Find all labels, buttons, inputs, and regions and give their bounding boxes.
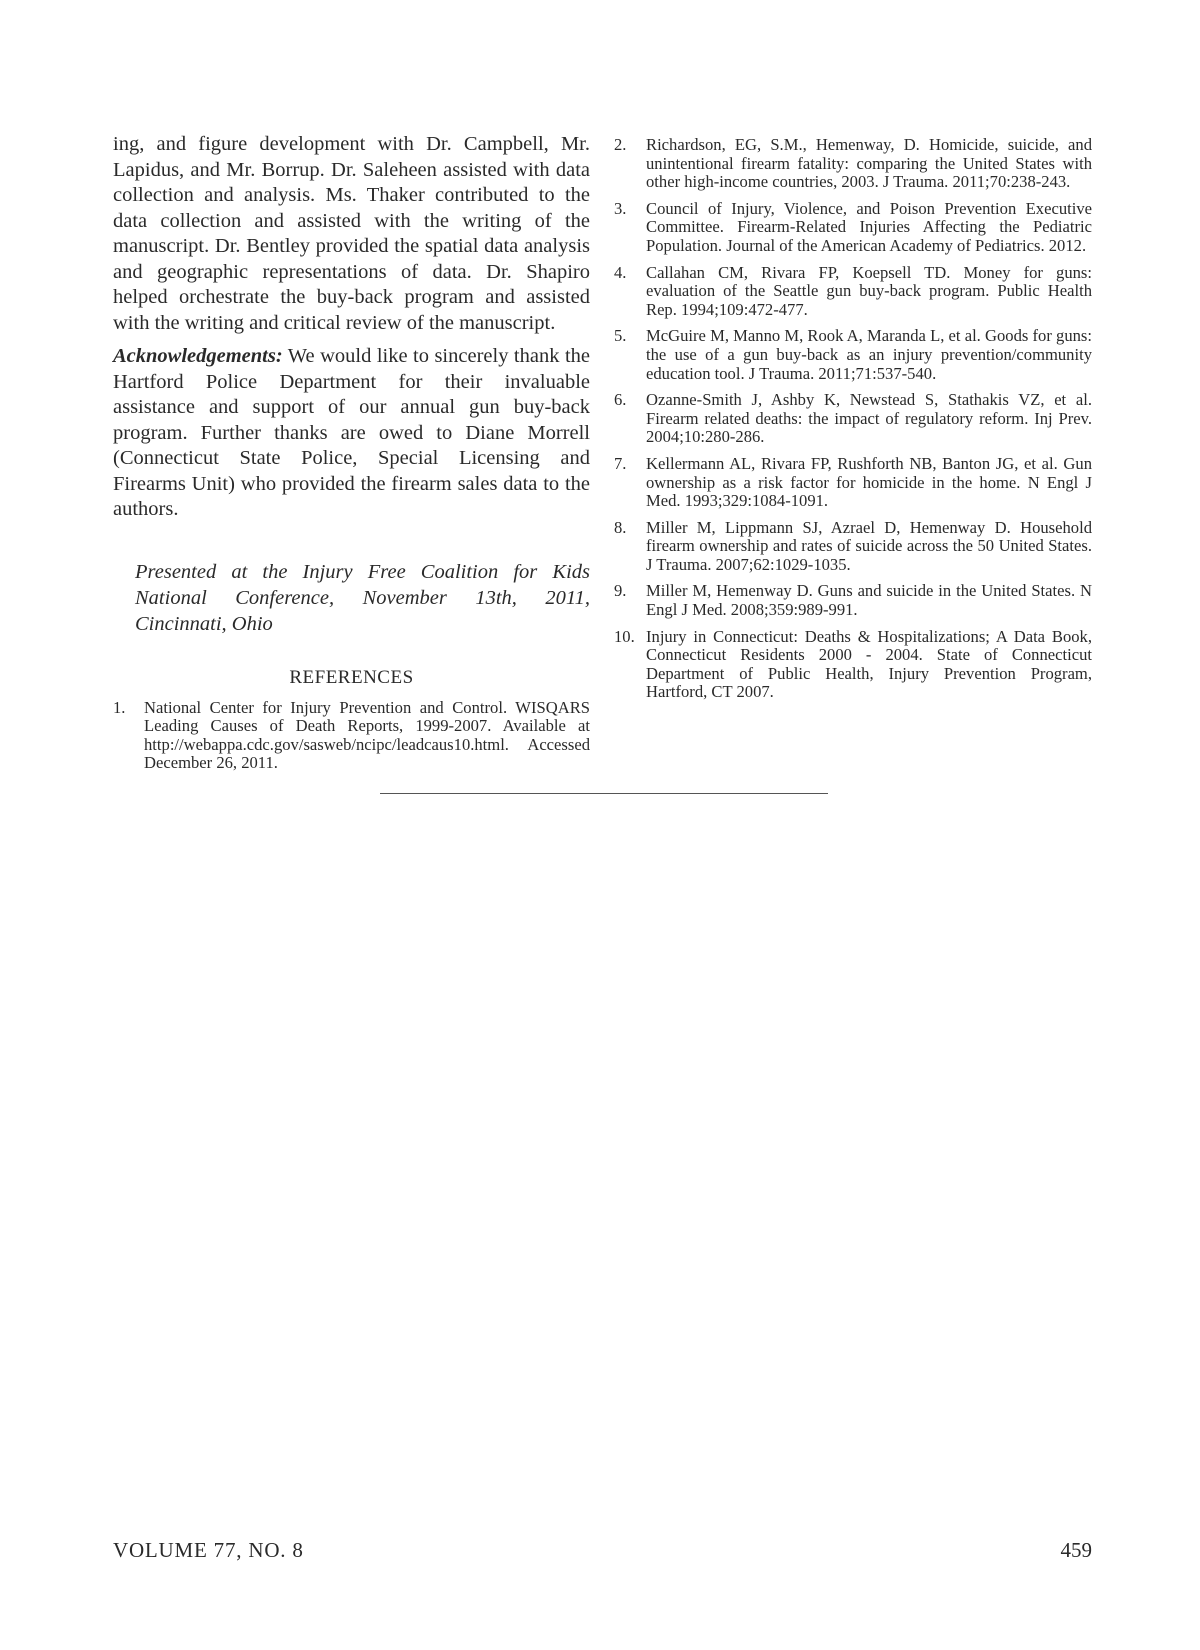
reference-item xyxy=(614,136,1092,192)
reference-number: 2. xyxy=(614,135,627,154)
reference-text: Miller M, Hemenway D. Guns and suicide in the United States. N Engl J Med. 2008;359:989-991. xyxy=(646,581,1092,620)
reference-item xyxy=(614,264,1092,320)
contributions-paragraph: ing, and figure development with Dr. Campbell, Mr. Lapidus, and Mr. Borrup. Dr. Saleheen assisted with data collection and analysis. Ms. Thaker contributed to the data collection and assisted with the writing of the manuscript. Dr. Bentley provided the spatial data analysis and geographic representations of data. Dr. Shapiro helped orchestrate the buy-back program and assisted with the writing and critical review of the manuscript. xyxy=(113,133,590,334)
reference-text: Council of Injury, Violence, and Poison Prevention Executive Committee. Firearm-Related Injuries Affecting the Pediatric Population. Journal of the American Academy of Pediatrics. 2012. xyxy=(646,198,1092,255)
footer-volume: VOLUME 77, NO. 8 xyxy=(113,1538,304,1562)
reference-text: McGuire M, Manno M, Rook A, Maranda L, et al. Goods for guns: the use of a gun buy-back as an injury prevention/community education tool. J Trauma. 2011;71:537-540. xyxy=(646,326,1092,383)
reference-number: 7. xyxy=(614,453,627,473)
references-list-right xyxy=(614,136,1092,702)
acknowledgements-paragraph xyxy=(113,344,590,523)
section-divider xyxy=(380,793,828,794)
left-column xyxy=(113,132,590,781)
reference-number: 9. xyxy=(614,581,627,601)
presented-note: Presented at the Injury Free Coalition for Kids National Conference, November 13th, 2011, Cincinnati, Ohio xyxy=(135,560,590,635)
reference-text: Kellermann AL, Rivara FP, Rushforth NB, Banton JG, et al. Gun ownership as a risk factor for homicide in the home. N Engl J Med. 1993;329:1084-1091. xyxy=(646,453,1092,511)
acknowledgements-label: Acknowledgements: xyxy=(113,345,283,367)
references-list-left xyxy=(113,699,590,773)
acknowledgements-text: We would like to sincerely thank the Hartford Police Department for their invaluable assistance and support of our annual gun buy-back program. Further thanks are owed to Diane Morrell (Connecticut State Police, Special Licensing and Firearms Unit) who provided the firearm sales data to the authors. xyxy=(113,345,590,520)
reference-text: National Center for Injury Prevention and Control. WISQARS Leading Causes of Death Reports, 1999-2007. Available at http://webappa.cdc.gov/sasweb/ncipc/leadcaus10.html. Accessed December 26, 2011. xyxy=(144,697,590,773)
reference-text: Callahan CM, Rivara FP, Koepsell TD. Money for guns: evaluation of the Seattle gun buy-back program. Public Health Rep. 1994;109:472-477. xyxy=(646,262,1092,319)
reference-number: 6. xyxy=(614,390,627,410)
reference-item xyxy=(113,699,590,773)
reference-number: 1. xyxy=(113,697,126,717)
reference-number: 8. xyxy=(614,517,627,537)
reference-text: Richardson, EG, S.M., Hemenway, D. Homicide, suicide, and unintentional firearm fatality: comparing the United States with other high-income countries, 2003. J Trauma. 2011;70:238-243. xyxy=(646,135,1092,192)
reference-text: Ozanne-Smith J, Ashby K, Newstead S, Stathakis VZ, et al. Firearm related deaths: the impact of regulatory reform. Inj Prev. 2004;10:280-286. xyxy=(646,390,1092,447)
reference-item xyxy=(614,519,1092,575)
reference-number: 10. xyxy=(614,626,635,646)
footer-page-number: 459 xyxy=(1060,1538,1092,1562)
reference-number: 3. xyxy=(614,198,627,218)
reference-item xyxy=(614,327,1092,383)
reference-item xyxy=(614,391,1092,447)
reference-text: Injury in Connecticut: Deaths & Hospitalizations; A Data Book, Connecticut Residents 2000 - 2004. State of Connecticut Department of Public Health, Injury Prevention Program, Hartford, CT 2007. xyxy=(646,626,1092,702)
references-heading: REFERENCES xyxy=(289,666,414,688)
reference-text: Miller M, Lippmann SJ, Azrael D, Hemenway D. Household firearm ownership and rates of suicide across the 50 United States. J Trauma. 2007;62:1029-1035. xyxy=(646,517,1092,574)
reference-item xyxy=(614,455,1092,511)
reference-number: 5. xyxy=(614,326,627,346)
reference-number: 4. xyxy=(614,262,627,282)
right-column xyxy=(614,136,1092,710)
reference-item xyxy=(614,628,1092,702)
reference-item xyxy=(614,582,1092,619)
reference-item xyxy=(614,200,1092,256)
